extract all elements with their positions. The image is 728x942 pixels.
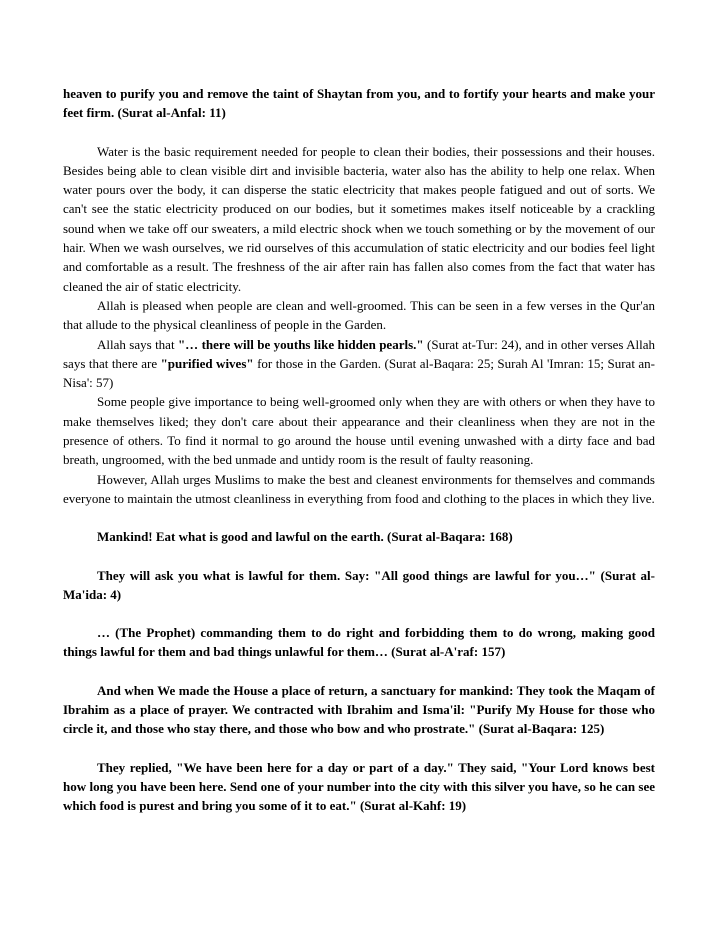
paragraph-well-groomed-others: Some people give importance to being well-groomed only when they are with others or when they have to make themselves liked; they don't care about their appearance and their cleanliness when they are not in the presence of others. To find it normal to go around the house until evening unwashed with a dirty face and bad breath, ungroomed, with the bed unmade and untidy room is the result of faulty reasoning. xyxy=(63,394,655,468)
text-run: for those in the Garden. (Surat al-Baqara: 25; Surah Al 'Imran: 15; Surat an-Nisa': 57) xyxy=(63,355,655,391)
text-run: Allah says that xyxy=(97,336,178,352)
paragraph-cleanest-environments: However, Allah urges Muslims to make the best and cleanest environments for themselves and commands everyone to maintain the utmost cleanliness in everything from food and clothing to the places in which they live. xyxy=(63,471,655,506)
verse-kahf-19: They replied, "We have been here for a day or part of a day." They said, "Your Lord knows best how long you have been here. Send one of your number into the city with this silver you have, so he can see which food is purest and bring you some of it to eat." (Surat al-Kahf: 19) xyxy=(63,759,655,814)
verse-araf-157: … (The Prophet) commanding them to do right and forbidding them to do wrong, making good things lawful for them and bad things unlawful for them… (Surat al-A'raf: 157) xyxy=(63,625,655,660)
quote-purified-wives: "purified wives" xyxy=(160,355,254,371)
paragraph-allah-pleased-cleanliness: Allah is pleased when people are clean and well-groomed. This can be seen in a few verses in the Qur'an that allude to the physical cleanliness of people in the Garden. xyxy=(63,297,655,333)
verse-baqara-168: Mankind! Eat what is good and lawful on the earth. (Surat al-Baqara: 168) xyxy=(97,529,513,545)
paragraph-youths-purified-wives xyxy=(63,335,655,393)
verse-maida-4: They will ask you what is lawful for them. Say: "All good things are lawful for you…" (Surat al-Ma'ida: 4) xyxy=(63,567,655,602)
document-page xyxy=(63,84,655,816)
verse-anfal-continuation: heaven to purify you and remove the taint of Shaytan from you, and to fortify your hearts and make your feet firm. (Surat al-Anfal: 11) xyxy=(63,86,655,121)
quote-hidden-pearls: "… there will be youths like hidden pearls." xyxy=(177,336,424,352)
paragraph-water-static-electricity: Water is the basic requirement needed for people to clean their bodies, their possessions and their houses. Besides being able to clean visible dirt and invisible bacteria, water also has the ability to help one relax. When water pours over the body, it can disperse the static electricity that makes people fatigued and out of sorts. We can't see the static electricity produced on our bodies, but it sometimes makes itself noticeable by a crackling sound when we take off our sweaters, a mild electric shock when we touch something or by the movement of our hair. When we wash ourselves, we rid ourselves of this accumulation of static electricity and our bodies feel light and comfortable as a result. The freshness of the air after rain has fallen also comes from the fact that water has cleaned the air of static electricity. xyxy=(63,143,655,294)
text-run: (Surat at-Tur: 24), and in other verses Allah says that there are xyxy=(63,336,656,371)
verse-baqara-125: And when We made the House a place of return, a sanctuary for mankind: They took the Maqam of Ibrahim as a place of prayer. We contracted with Ibrahim and Isma'il: "Purify My House for those who circle it, and those who stay there, and those who bow and who prostrate." (Surat al-Baqara: 125) xyxy=(63,682,655,737)
